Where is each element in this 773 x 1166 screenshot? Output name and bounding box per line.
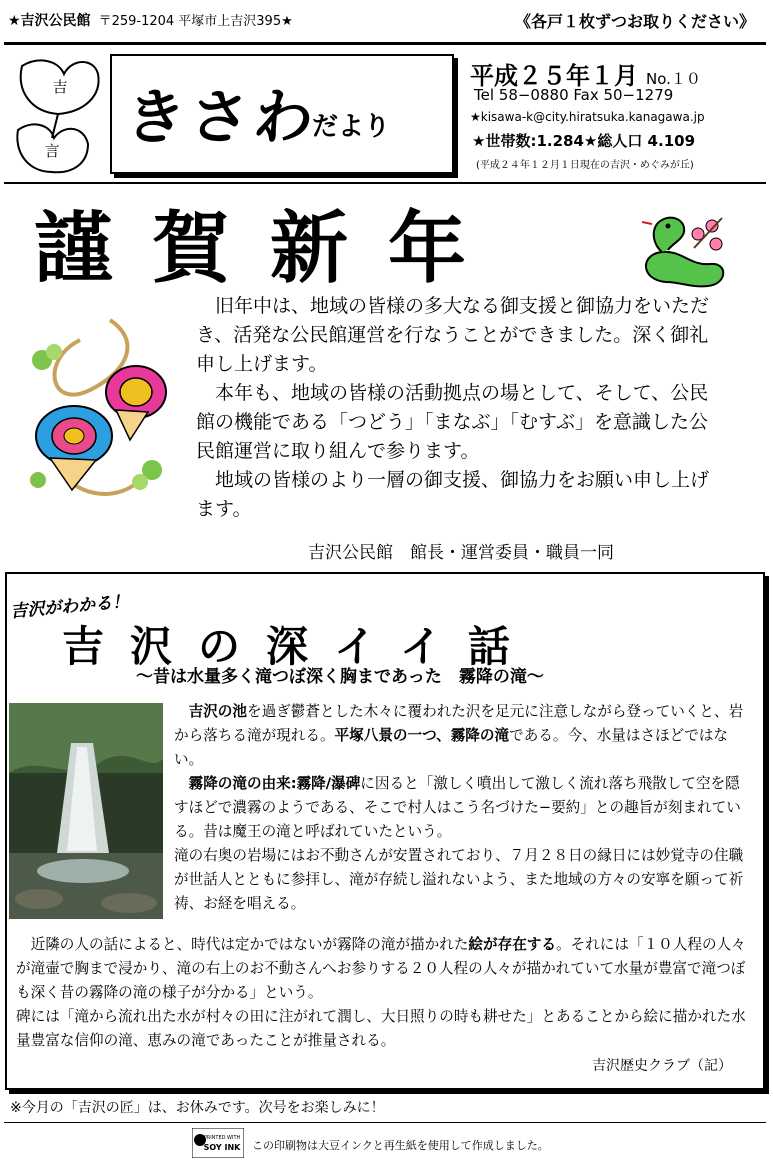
org-header [8, 10, 293, 30]
newsletter-title: きさわ [121, 83, 322, 153]
greeting-signoff: 吉沢公民館 館長・運営委員・職員一同 [308, 543, 614, 563]
feature-kicker: 吉沢がわかる！ [9, 591, 130, 623]
greeting-paragraph: 旧年中は、地域の皆様の多大なる御支援と御協力をいただき、活発な公民館運営を行なうことができました。深く御礼申し上げます。 [196, 295, 710, 375]
stats-note: (平成２４年１２月１日現在の吉沢・めぐみが丘) [476, 160, 694, 171]
text-run: 滝の右奥の岩場にはお不動さんが安置されており、７月２８日の縁日には妙覚寺の住職が世話人とともに参拝し、滝が存続し溢れないよう、また地域の方々の安寧を願って祈祷、お経を唱える。 [174, 847, 744, 912]
greeting-body [196, 292, 726, 524]
text-bold: 霧降の滝の由来:霧降/瀑碑 [188, 775, 361, 792]
footer-divider [4, 1122, 766, 1123]
footer-note: ※今月の「吉沢の匠」は、お休みです。次号をお楽しみに！ [10, 1100, 385, 1116]
new-year-greeting-title: 謹賀新年 [34, 203, 507, 294]
text-bold: 絵が存在する [468, 936, 556, 953]
print-note: この印刷物は大豆インクと再生紙を使用して作成しました。 [252, 1139, 549, 1152]
waterfall-photo [9, 703, 163, 919]
leaf-mark-2: 言 [44, 142, 60, 160]
feature-paragraph [16, 1005, 756, 1053]
text-run: に因ると「激しく噴出して激しく流れ落ち飛散して空を隠すほどで濃霧のようである、そこで村人はこう名づけた−要約」との趣旨が刻まれている。昔は魔王の滝と呼ばれていたという。 [174, 775, 741, 840]
soy-logo-line-1: PRINTED WITH [203, 1135, 241, 1141]
text-run: を過ぎ鬱蒼とした木々に覆われた沢を足元に注意しながら登っていくと、岩から落ちる滝が現れる。 [174, 703, 744, 744]
leaf-mark-1: 吉 [52, 78, 68, 96]
text-bold: 平塚八景の一つ、霧降の滝 [334, 727, 510, 744]
contact-phone: Tel 58−0880 Fax 50−1279 [474, 86, 674, 104]
greeting-paragraph: 地域の皆様のより一層の御支援、御協力をお願い申し上げます。 [196, 469, 710, 520]
feature-title: 吉沢の深イイ話 [62, 622, 536, 671]
feature-column-text [174, 700, 752, 916]
greeting-paragraph: 本年も、地域の皆様の活動拠点の場として、そして、公民館の機能である「つどう」「まなぶ」「むすぶ」を意識した公民館運営に取り組んで参ります。 [196, 382, 709, 462]
contact-email: ★kisawa-k@city.hiratsuka.kanagawa.jp [470, 110, 705, 124]
feature-paragraph [174, 844, 752, 916]
population-stats: ★世帯数:1.284★総人口 4.109 [472, 132, 696, 150]
newsletter-title-suffix: だより [312, 112, 391, 142]
masthead-divider [4, 182, 766, 184]
newsletter-title-box [110, 54, 454, 174]
feature-paragraph [16, 933, 756, 1005]
soy-logo-line-2: SOY INK [203, 1143, 241, 1152]
org-name: ★吉沢公民館 [8, 13, 91, 29]
spinning-tops-illustration [20, 300, 170, 510]
text-run: 近隣の人の話によると、時代は定かではないが霧降の滝が描かれた [30, 936, 469, 953]
feature-paragraph [174, 700, 752, 772]
text-run: 碑には「滝から流れ出た水が村々の田に注がれて潤し、大日照りの時も耕せた」とあることから絵に描かれた水量豊富な信仰の滝、恵みの滝であったことが推量される。 [16, 1008, 746, 1049]
issue-date: 平成２５年１月 [470, 62, 638, 90]
feature-full-text [16, 933, 756, 1053]
text-bold: 吉沢の池 [188, 703, 247, 720]
text-run: である。今、水量はさほどではない。 [174, 727, 729, 768]
soy-ink-logo [192, 1128, 244, 1158]
header-divider [4, 42, 766, 45]
org-address: 〒259-1204 平塚市上吉沢395★ [98, 14, 293, 29]
feature-paragraph [174, 772, 752, 844]
issue-number: No.１０ [646, 70, 701, 88]
feature-credit: 吉沢歴史クラブ（記） [592, 1058, 732, 1074]
text-run: 。それには「１０人程の人々が滝壷で胸まで浸かり、滝の右上のお不動さんへお参りする２０人程の人々が描かれていて水量が豊富で滝つぼも深く昔の霧降の滝の様子が分かる」という。 [16, 936, 746, 1001]
snake-illustration [632, 204, 732, 294]
ginkgo-leaves-illustration [12, 52, 104, 180]
distribution-notice: 《各戸１枚ずつお取りください》 [514, 12, 755, 31]
feature-subtitle: 〜昔は水量多く滝つぼ深く胸まであった 霧降の滝〜 [136, 667, 544, 687]
